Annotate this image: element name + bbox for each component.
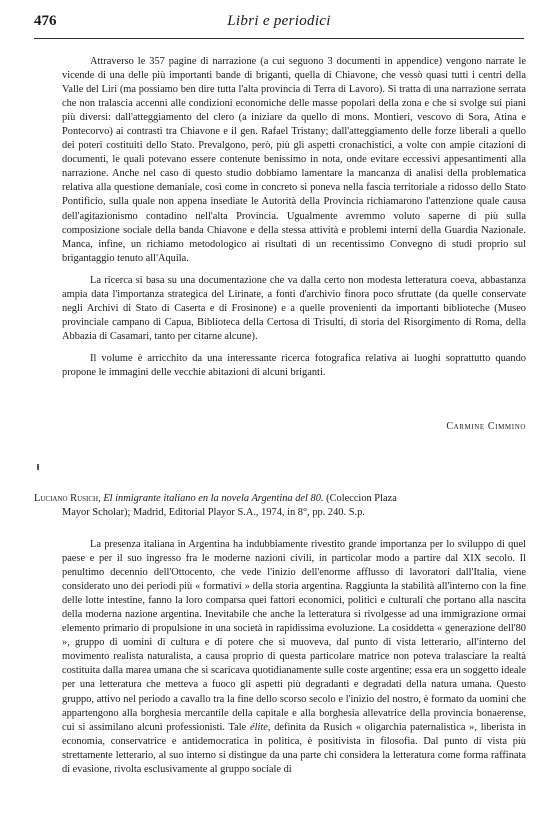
citation-details-1: (Coleccion Plaza [326,493,397,504]
header-rule [34,38,524,39]
citation-details-2: Mayor Scholar); Madrid, Editorial Playor S.A., 1974, in 8°, pp. 240. S.p. [62,507,365,519]
page-number: 476 [34,13,57,29]
review-carmine-cimmino [62,55,526,380]
review2-text-part-2: , definita da Rusich « oligarchia paternalistica », liberista in economia, conservatrice e antidemocratica in politica, è positivista in filosofia. Dal punto di vista più strettamente letterario, al suo interno si distingue da una parte chi considera la letteratura come forma raffinata di evasione, rivolta esclusivamente al gruppo sociale di [62,721,526,775]
review1-signature: Carmine Cimmino [446,421,526,432]
review2-text-part-1: La presenza italiana in Argentina ha indubbiamente rivestito grande importanza per lo sviluppo di quel paese e per il suo ingresso fra le moderne nazioni civili, in particolar modo a partire dal XIX secolo. Il penultimo decennio dell'Ottocento, che vede l'inizio dell'enorme afflusso di lavoratori dall'Italia, viene considerato uno dei periodi più « formativi » della storia argentina. Raggiunta la stabilità all'interno con la fine delle lotte intestine, fanno la loro comparsa quei fattori economici, politici e culturali che portano alla nascita della moderna nazione argentina. Inevitabile che anche la letteratura si rivolgesse ad una immigrazione ormai elemento primario di propulsione in una società in rapidissima evoluzione. La cosiddetta « generazione dell'80 », gruppo di uomini di cultura e di potere che si muoveva, dal punto di vista letterario, all'interno del movimento realista naturalista, a causa proprio di questa particolare matrice non poteva tralasciare la realtà costituita dalla marea umana che si scaricava quotidianamente sulle coste argentine; essa era un soggetto ideale per una letteratura che metteva a fuoco gli aspetti più degradanti e degradati della natura umana. Questo gruppo, attivo nel periodo a cavallo tra la fine dello scorso secolo e l'inizio del nostro, è formato da uomini che appartengono alla borghesia mercantile della capitale e alla borghesia allevatrice della provincia bonaerense, cui si assimilano alcuni professionisti. Tale [62,539,526,733]
review1-paragraph-2: La ricerca si basa su una documentazione che va dalla certo non modesta letteratura coeva, abbastanza ampia data l'importanza strategica del Lirinate, a fonti d'archivio finora poco sfruttate (da quelle conservate negli Archivi di Stato di Caserta e di Frosinone) e a quelle provenienti da importanti biblioteche (Museo provinciale campano di Capua, Biblioteca della Certosa di Trisulti, di storia del Risorgimento di Roma, della Abbazia di Casamari, tanto per citarne alcune). [62,274,526,342]
review-rusich [62,538,526,777]
citation-title: El inmigrante italiano en la novela Argentina del 80. [103,493,324,504]
citation-author: Luciano Rusich [34,493,99,504]
review1-paragraph-3: Il volume è arricchito da una interessante ricerca fotografica relativa ai luoghi soprattutto quando propone le immagini delle vecchie abitazioni di alcuni briganti. [62,352,526,378]
book-citation: Luciano Rusich, El inmigrante italiano en la novela Argentina del 80. (Coleccion Plaza Mayor Scholar); Madrid, Editorial Playor S.A., 1974, in 8°, pp. 240. S.p. [34,492,526,520]
margin-mark [37,464,39,470]
page-header [34,13,524,37]
review2-elite-word: élite [250,721,268,733]
running-title: Libri e periodici [227,13,331,29]
review2-paragraph [62,538,526,777]
review1-paragraph-1: Attraverso le 357 pagine di narrazione (a cui seguono 3 documenti in appendice) vengono narrate le vicende di una delle più importanti bande di briganti, quella di Chiavone, che vessò quasi tutti i centri della Valle del Liri (ma possiamo ben dire tutta l'alta provincia di Terra di Lavoro). Si tratta di una narrazione serrata che non tralascia accenni alle condizioni economiche delle masse popolari della zona e che si svolge sui piani più diversi: dall'atteggiamento del clero (a iniziare da quello di mons. Montieri, vescovo di Sora, Atina e Pontecorvo) ai contrasti tra Chiavone e il gen. Rafael Tristany; dall'atteggiamento delle forze liberali a quello dei poteri costituiti dello Stato. Prevalgono, però, più gli aspetti cronachistici, a volte con ampie citazioni di documenti, le quali potevano essere contenute benissimo in nota, onde evitare eccessivi appesantimenti alla narrazione. Anche nel caso di questo studio dobbiamo lamentare la mancanza di analisi della problematica relativa alla questione demaniale, così come in concreto si poneva nella fascia territoriale a ridosso dello Stato Pontificio, sulla quale non appena insediate le Autorità della Provincia richiamarono l'attenzione quale causa dell'agitazionismo contadino nell'alta Provincia. Ugualmente avremmo voluto saperne di più sulla composizione sociale della banda Chiavone e della stessa attività e problemi interni della Guardia Nazionale. Manca, infine, un richiamo metodologico ai risultati di un recentissimo Convegno di studi proprio sul brigantaggio tenuto all'Aquila. [62,56,526,264]
